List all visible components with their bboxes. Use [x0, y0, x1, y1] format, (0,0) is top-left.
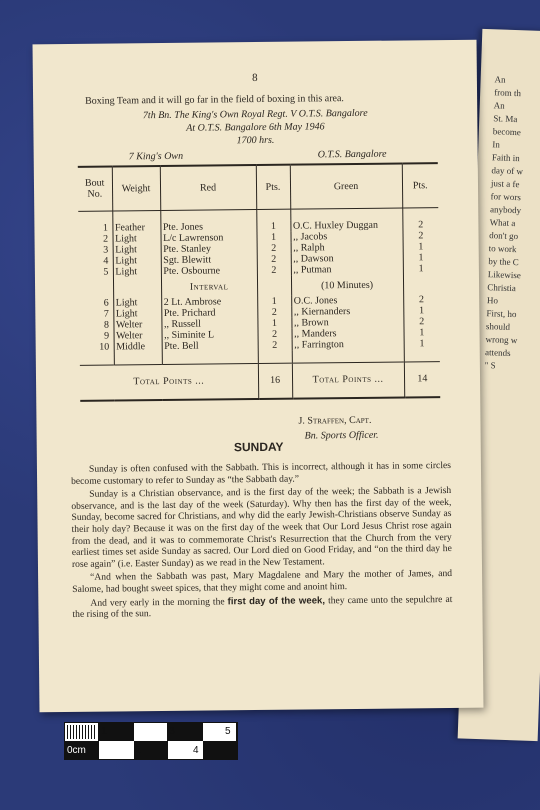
team-right: O.T.S. Bangalore [317, 148, 387, 161]
cell-red-boxer: Sgt. Blewitt [161, 254, 257, 266]
signoff-name: J. Straffen, Capt. [298, 414, 372, 427]
cell-green-points: 1 [418, 263, 424, 275]
cell-bout-no: 1 [78, 223, 112, 234]
cell-weight: Light [113, 308, 161, 320]
scale-cell [203, 741, 237, 760]
adjacent-fragment: Likewise [487, 269, 522, 281]
cell-green-points: 1 [419, 338, 425, 350]
cell-red-boxer: Pte. Prichard [161, 307, 257, 319]
adjacent-fragment: What a [489, 217, 516, 229]
interval-label: Interval [161, 276, 257, 297]
cell-red-points: 2 [257, 307, 291, 318]
cell-red-boxer: Pte. Osbourne [161, 265, 257, 277]
cell-bout-no: 4 [79, 256, 113, 267]
adjacent-fragment: by the C [488, 256, 519, 268]
page-number: 8 [252, 71, 258, 85]
paragraph-2: Sunday is a Christian observance, and is the first day of the week; the Sabbath is a Jewish observance, and is the last day of the week (Saturday). Why then has the first day of the week, Sunday, become sacred for Christians, and why did the early Jewish-Christians observe Sunday as their holy day? Because it was on the first day of the week that Our Lord Jesus Christ rose again from the dead, and it was to commemorate Christ's Resurrection that the Church from the very earliest times set aside Sunday as sacred. Our Lord died on Good Friday, and “on the third day he rose again” (i.e. Easter Sunday) as we read in the New Testament. [71, 485, 452, 570]
adjacent-fragment: attends [484, 347, 511, 358]
adjacent-fragment: Christia [487, 282, 517, 294]
adjacent-fragment: First, ho [486, 308, 517, 320]
cell-red-points: 1 [257, 296, 291, 307]
scale-cell [134, 723, 168, 741]
paragraph-4-emphasis: first day of the week, [227, 594, 326, 607]
header-bout: Bout No. [78, 167, 112, 211]
cell-green-boxer: ,, Putman [291, 263, 403, 275]
cell-green-boxer: ,, Farrington [292, 338, 404, 350]
cell-green-points: 2 [418, 219, 424, 231]
adjacent-page-text [484, 73, 540, 374]
adjacent-fragment: from th [494, 87, 522, 99]
cell-bout-no: 2 [79, 234, 113, 245]
match-line-3: 1700 hrs. [236, 134, 275, 147]
cell-green-boxer: ,, Dawson [291, 252, 403, 264]
cell-green-boxer: ,, Brown [291, 316, 403, 328]
cell-red-points: 1 [256, 221, 290, 232]
team-left: 7 King's Own [128, 150, 184, 163]
cell-weight: Light [113, 244, 161, 256]
scale-cell [65, 723, 99, 741]
adjacent-fragment: wrong w [485, 334, 518, 346]
header-green: Green [290, 163, 402, 208]
cell-red-points: 2 [258, 340, 292, 351]
match-line-2: At O.T.S. Bangalore 6th May 1946 [186, 121, 325, 134]
cell-red-boxer: L/c Lawrenson [160, 232, 256, 244]
cell-weight: Light [113, 266, 161, 278]
cell-bout-no: 3 [79, 245, 113, 256]
cell-green-points: 2 [418, 294, 425, 306]
cell-red-boxer: Pte. Bell [162, 340, 258, 352]
cell-weight: Welter [113, 319, 161, 331]
cell-red-boxer: ,, Siminite L [162, 329, 258, 341]
scale-label-5: 5 [225, 726, 231, 737]
cell-green-points: 2 [418, 230, 424, 242]
cell-weight: Welter [114, 330, 162, 342]
cell-bout-no: 8 [79, 320, 113, 331]
signoff-role: Bn. Sports Officer. [304, 429, 379, 442]
sunday-article [71, 460, 453, 623]
adjacent-fragment: for wors [490, 191, 521, 203]
table-header-row [78, 163, 438, 211]
section-title: SUNDAY [233, 439, 284, 455]
cell-weight: Light [112, 233, 160, 245]
paragraph-1: Sunday is often confused with the Sabbath. This is incorrect, although it has in some circles become customary to refer to Sunday as “the Sabbath day.” [71, 459, 452, 487]
cell-green-points: 1 [418, 241, 424, 253]
cell-red-points: 2 [258, 329, 292, 340]
header-green-pts: Pts. [402, 163, 438, 207]
cell-red-points: 2 [257, 265, 291, 276]
adjacent-fragment: " S [484, 360, 496, 371]
adjacent-fragment: Faith in [491, 152, 520, 164]
paragraph-4 [72, 594, 452, 621]
adjacent-fragment: In [492, 139, 501, 150]
scale-label-0: 0cm [67, 745, 86, 756]
total-red: 16 [258, 363, 292, 399]
cell-bout-no: 5 [79, 267, 113, 278]
cell-red-points: 2 [257, 243, 291, 254]
scale-cell [99, 741, 133, 760]
cell-bout-no: 6 [79, 298, 113, 309]
cell-bout-no: 10 [80, 342, 114, 353]
scale-label-4: 4 [193, 745, 199, 756]
adjacent-fragment: to work [488, 243, 517, 255]
adjacent-fragment: An [493, 100, 505, 111]
cell-weight: Feather [112, 222, 160, 234]
cell-bout-no: 9 [80, 331, 114, 342]
paragraph-4-end: they came unto the sepulchre at the rising of the sun. [72, 593, 453, 621]
cell-green-points: 1 [419, 305, 425, 317]
adjacent-fragment: become [492, 126, 521, 138]
cell-red-points: 1 [257, 318, 291, 329]
cell-green-boxer: O.C. Huxley Duggan [290, 219, 402, 231]
header-weight: Weight [112, 166, 160, 211]
total-label-red: Total Points ... [80, 363, 258, 401]
scale-label-1: 1 [101, 726, 107, 737]
adjacent-fragment: St. Ma [493, 113, 518, 125]
cell-red-boxer: Pte. Stanley [161, 243, 257, 255]
total-green: 14 [404, 361, 440, 397]
scale-ticks [67, 725, 95, 739]
paragraph-3: “And when the Sabbath was past, Mary Magdalene and Mary the mother of James, and Salome, had bought sweet spices, that they might come and anoint him. [72, 568, 453, 595]
scale-label-2: 2 [135, 745, 141, 756]
match-heading [33, 106, 477, 150]
cell-weight: Light [113, 255, 161, 267]
scale-bar [64, 722, 238, 760]
scale-cell [203, 723, 237, 741]
cell-green-points: 1 [419, 327, 425, 339]
cell-weight: Light [113, 297, 161, 309]
continuation-line: Boxing Team and it will go far in the field of boxing in this area. [85, 93, 344, 107]
cell-green-points: 1 [418, 252, 424, 264]
adjacent-fragment: should [485, 321, 511, 332]
cell-red-boxer: ,, Russell [161, 318, 257, 330]
cell-red-boxer: 2 Lt. Ambrose [161, 296, 257, 308]
scale-bottom-row [65, 741, 237, 760]
adjacent-fragment: don't go [489, 230, 519, 242]
scale-label-3: 3 [169, 726, 175, 737]
cell-red-points: 2 [257, 254, 291, 265]
interval-time: (10 Minutes) [291, 274, 403, 295]
match-line-1: 7th Bn. The King's Own Royal Regt. V O.T.S. Bangalore [142, 107, 368, 122]
cell-bout-no: 7 [79, 309, 113, 320]
cell-red-points: 1 [256, 232, 290, 243]
header-red: Red [160, 165, 256, 210]
booklet-page [33, 40, 484, 713]
bout-table [78, 162, 440, 402]
scale-top-row [65, 723, 237, 741]
cell-weight: Middle [114, 341, 162, 353]
adjacent-fragment: anybody [489, 204, 522, 216]
cell-green-points: 2 [419, 316, 425, 328]
cell-red-boxer: Pte. Jones [160, 221, 256, 233]
cell-green-boxer: O.C. Jones [291, 294, 403, 306]
cell-green-boxer: ,, Kiernanders [291, 305, 403, 317]
adjacent-fragment: just a fe [490, 178, 520, 190]
cell-green-boxer: ,, Ralph [291, 241, 403, 253]
cell-green-boxer: ,, Jacobs [290, 230, 402, 242]
header-red-pts: Pts. [256, 165, 290, 209]
adjacent-fragment: day of w [491, 165, 524, 177]
adjacent-fragment: An [494, 74, 506, 85]
adjacent-fragment: Ho [486, 295, 499, 306]
total-label-green: Total Points ... [292, 361, 404, 398]
paragraph-4-start: And very early in the morning the [90, 595, 228, 609]
cell-green-boxer: ,, Manders [292, 327, 404, 339]
totals-row [80, 361, 440, 401]
